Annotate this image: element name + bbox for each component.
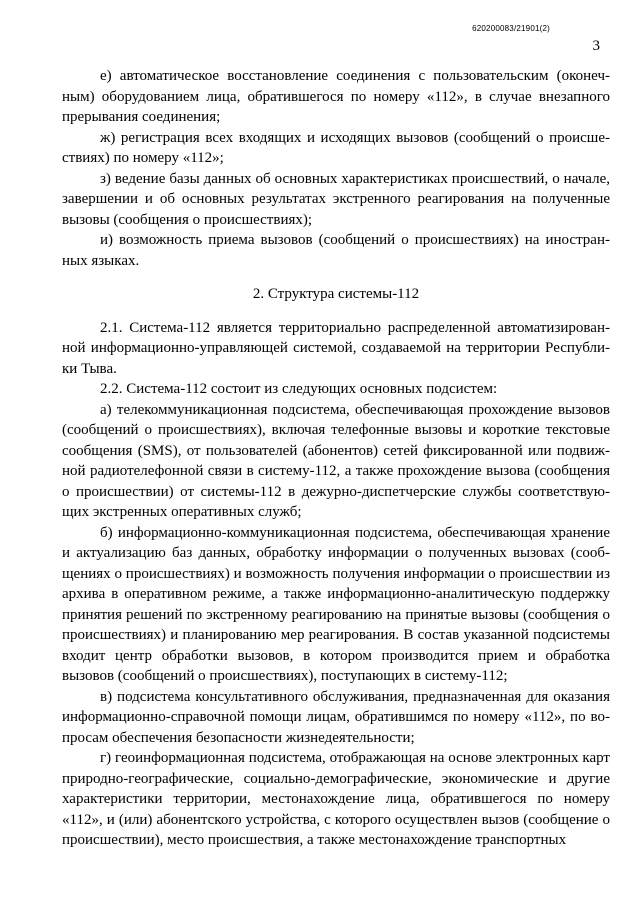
list-item: г) геоинформационная подсистема, отображающая на основе электронных карт природно-географические, социально-демографические, экономические и другие характеристики территории, местонахождение лица, обратившегося по номеру «112», и (или) абонентского устройства, с которого осуществлен вызов (сообщение о происшествии), место происшествия, а также местонахождение транспортных xyxy=(62,750,610,848)
page-number: 3 xyxy=(592,38,600,54)
document-body xyxy=(62,66,610,851)
list-item: ж) регистрация всех входящих и исходящих вызовов (сообщений о происшествиях) по номеру «112»; xyxy=(62,129,610,166)
document-id: 620200083/21901(2) xyxy=(472,24,550,33)
list-item: е) автоматическое восстановление соединения с пользовательским (оконечным) оборудованием лица, обратившегося по номеру «112», в случае внезапного прерывания соединения; xyxy=(62,68,610,125)
list-item: з) ведение базы данных об основных характеристиках происшествий, о начале, завершении и об основных результатах экстренного реагирования на полученные вызовы (сообщения о происшествиях); xyxy=(62,170,610,228)
list-item: в) подсистема консультативного обслуживания, предназначенная для оказания информационно-справочной помощи лицам, обратившимся по номеру «112», по вопросам обеспечения безопасности жизнедеятельности; xyxy=(62,688,610,746)
paragraph: 2.1. Система-112 является территориально распределенной автоматизированной информационно-управляющей системой, создаваемой на территории Республики Тыва. xyxy=(62,319,610,377)
list-item: и) возможность приема вызовов (сообщений о происшествиях) на иностранных языках. xyxy=(62,232,610,269)
list-item: б) информационно-коммуникационная подсистема, обеспечивающая хранение и актуализацию баз данных, обработку информации о полученных вызовах (сообщениях о происшествиях) и возможность получения информации о происшествии из архива в оперативном режиме, а также информационно-аналитическую поддержку принятия решений по экстренному реагированию на принятые вызовы (сообщения о происшествиях) и планированию мер реагирования. В состав указанной подсистемы входит центр обработки вызовов, в котором производится прием и обработка вызовов (сообщений о происшествиях), поступающих в систему-112; xyxy=(62,524,610,684)
section-title: 2. Структура системы-112 xyxy=(252,286,420,302)
paragraph: 2.2. Система-112 состоит из следующих основных подсистем: xyxy=(100,381,498,397)
list-item: а) телекоммуникационная подсистема, обеспечивающая прохождение вызовов (сообщений о происшествиях), включая телефонные вызовы и короткие текстовые сообщения (SMS), от пользователей (абонентов) сетей фиксированной или подвижной радиотелефонной связи в систему-112, а также прохождение вызова (сообщения о происшествии) от системы-112 в дежурно-диспетчерские службы соответствующих экстренных оперативных служб; xyxy=(62,401,610,520)
